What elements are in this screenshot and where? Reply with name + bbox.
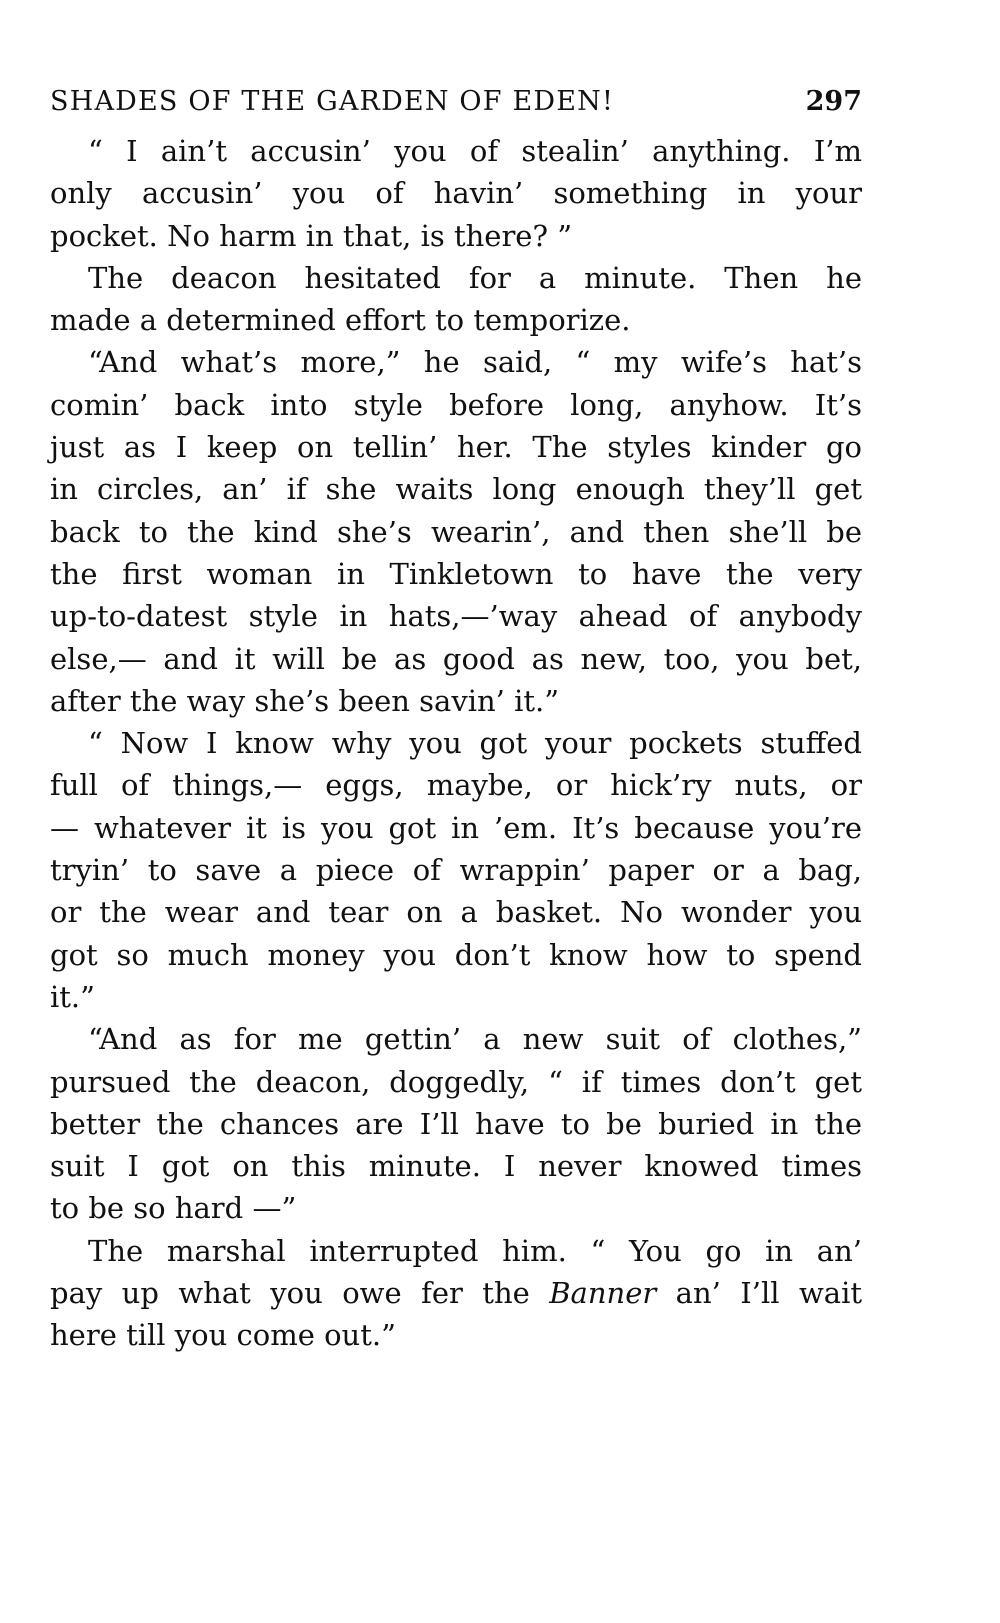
text-line: made a determined effort to temporize. bbox=[50, 303, 631, 338]
body-text bbox=[50, 130, 862, 1357]
text-line: got so much money you don’t know how to spend bbox=[50, 937, 862, 972]
text-line: “And as for me gettin’ a new suit of clothes,” bbox=[88, 1022, 862, 1057]
text-line: here till you come out.” bbox=[50, 1318, 396, 1353]
text-line: The marshal interrupted him. “ You go in an’ bbox=[88, 1233, 862, 1268]
paragraph-2 bbox=[50, 257, 862, 342]
text-line: only accusin’ you of havin’ something in your bbox=[50, 176, 862, 211]
text-line: up-to-datest style in hats,—’way ahead of anybody bbox=[50, 599, 862, 634]
text-line: it.” bbox=[50, 979, 95, 1014]
text-line: “ I ain’t accusin’ you of stealin’ anything. I’m bbox=[88, 134, 862, 168]
paragraph-3 bbox=[50, 341, 862, 722]
text-line: “ Now I know why you got your pockets stuffed bbox=[88, 726, 862, 761]
text-line: tryin’ to save a piece of wrappin’ paper or a bag, bbox=[50, 853, 862, 888]
newspaper-title: Banner bbox=[549, 1276, 657, 1311]
running-head bbox=[50, 82, 862, 122]
text-line: or the wear and tear on a basket. No wonder you bbox=[50, 895, 862, 930]
book-page bbox=[50, 82, 862, 1357]
text-line: pocket. No harm in that, is there? ” bbox=[50, 218, 573, 253]
running-head-title: SHADES OF THE GARDEN OF EDEN! bbox=[50, 86, 615, 117]
text-line: “And what’s more,” he said, “ my wife’s hat’s bbox=[88, 345, 862, 380]
text-line: The deacon hesitated for a minute. Then he bbox=[88, 260, 862, 295]
text-segment: an’ I’ll wait bbox=[656, 1276, 862, 1311]
text-segment: pay up what you owe fer the bbox=[50, 1276, 550, 1311]
text-line: comin’ back into style before long, anyhow. It’s bbox=[50, 387, 862, 422]
text-line: suit I got on this minute. I never knowed times bbox=[50, 1149, 862, 1184]
text-line: full of things,— eggs, maybe, or hick’ry nuts, or bbox=[50, 768, 862, 803]
text-line: back to the kind she’s wearin’, and then she’ll be bbox=[50, 514, 862, 549]
text-line: better the chances are I’ll have to be buried in the bbox=[50, 1106, 862, 1141]
paragraph-5 bbox=[50, 1018, 862, 1229]
text-line: to be so hard —” bbox=[50, 1191, 297, 1226]
text-line: the first woman in Tinkletown to have the very bbox=[50, 556, 862, 591]
paragraph-1 bbox=[50, 130, 862, 257]
text-line: — whatever it is you got in ’em. It’s because you’re bbox=[50, 810, 862, 845]
text-line: in circles, an’ if she waits long enough they’ll get bbox=[50, 472, 862, 507]
text-line: just as I keep on tellin’ her. The styles kinder go bbox=[50, 430, 862, 465]
text-line-with-italic bbox=[50, 1272, 862, 1314]
text-line: else,— and it will be as good as new, too, you bet, bbox=[50, 641, 862, 676]
page-number: 297 bbox=[805, 86, 862, 117]
text-line: after the way she’s been savin’ it.” bbox=[50, 683, 560, 718]
paragraph-6 bbox=[50, 1230, 862, 1357]
text-line: pursued the deacon, doggedly, “ if times don’t get bbox=[50, 1064, 862, 1099]
paragraph-4 bbox=[50, 722, 862, 1018]
